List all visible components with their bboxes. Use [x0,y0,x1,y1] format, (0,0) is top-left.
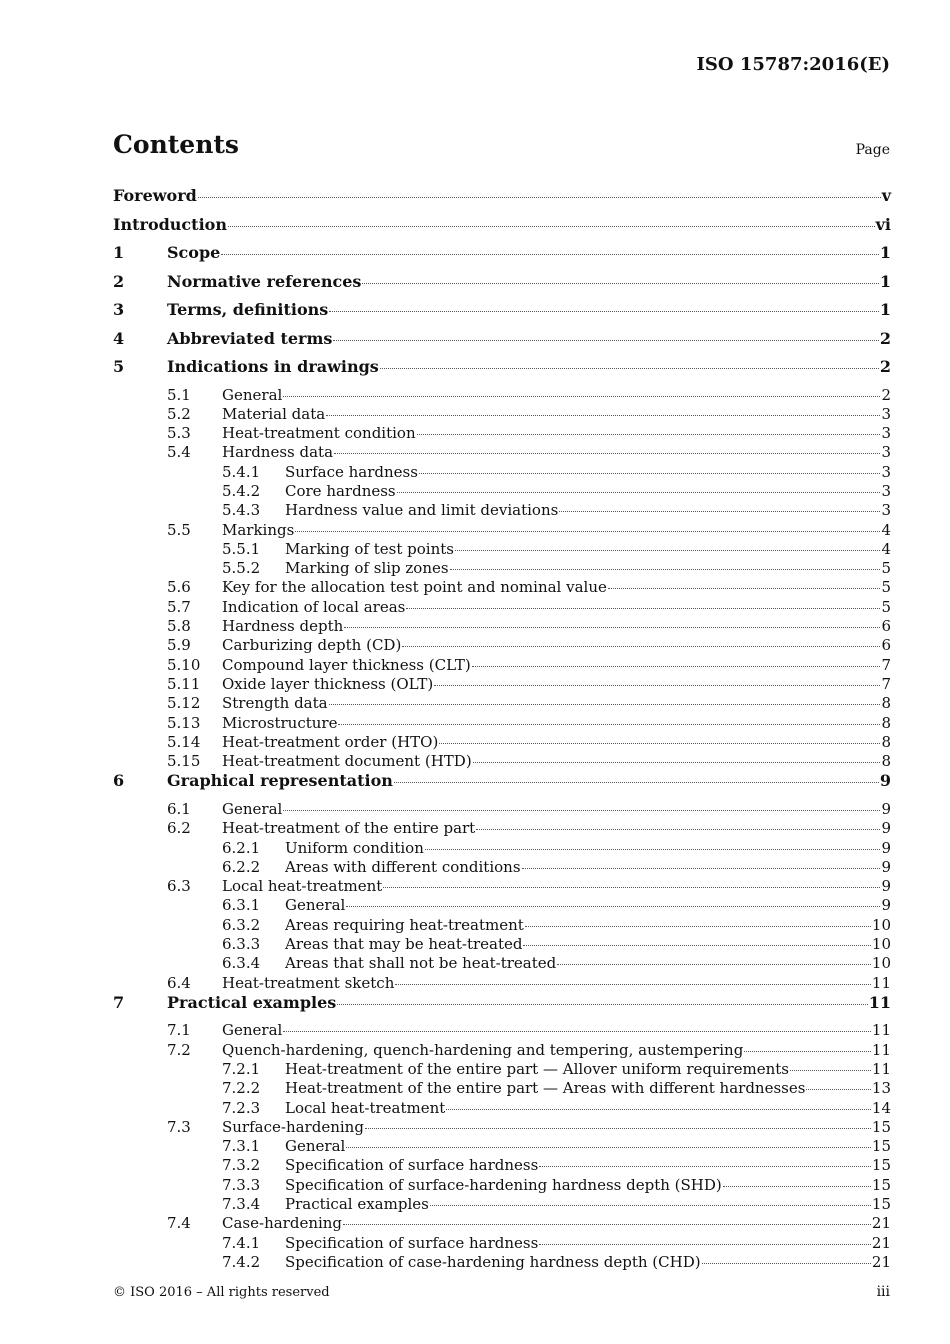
page-column-label: Page [855,142,890,158]
toc-entry-title: Heat-treatment sketch [222,973,395,992]
dot-leader [380,368,879,369]
toc-entry-page: 21 [871,1252,891,1271]
toc-entry-page: 3 [881,481,891,500]
toc-entry-title: Terms, definitions [167,300,329,319]
toc-entry-number: 6.2.2 [222,857,261,876]
toc-entry-number: 6.3 [167,877,191,896]
toc-entry[interactable] [113,656,891,675]
toc-entry-number: 7.4.2 [222,1252,261,1271]
toc-entry-title: Key for the allocation test point and nominal value [222,578,607,597]
toc-entry-page: 6 [881,617,891,636]
toc-entry[interactable] [113,819,891,838]
toc-entry[interactable] [113,1253,891,1272]
toc-entry-title: Areas that may be heat-treated [285,935,523,954]
toc-entry[interactable] [113,1118,891,1137]
toc-entry-page: 9 [881,896,891,915]
dot-leader [283,810,880,811]
dot-leader [539,1244,871,1245]
toc-entry-page: 5 [881,597,891,616]
toc-entry-title: Strength data [222,694,328,713]
dot-leader [346,1147,871,1148]
dot-leader [744,1051,871,1052]
toc-entry-number: 6.3.3 [222,935,261,954]
toc-entry[interactable] [113,733,891,752]
toc-entry-page: 14 [871,1098,891,1117]
toc-entry-number: 7.2 [167,1040,191,1059]
toc-entry-title: Hardness value and limit deviations [285,501,559,520]
toc-entry[interactable] [113,1137,891,1156]
toc-entry-page: 1 [879,243,891,262]
toc-entry-number: 5.7 [167,597,191,616]
toc-entry[interactable] [113,329,891,358]
toc-entry-number: 6.3.2 [222,915,261,934]
toc-entry[interactable] [113,858,891,877]
toc-entry[interactable] [113,300,891,329]
toc-entry-page: 2 [879,328,891,348]
toc-entry-number: 5.5.1 [222,539,261,558]
toc-entry-page: 15 [871,1156,891,1175]
toc-entry-page: 13 [871,1079,891,1098]
toc-entry-title: Local heat-treatment [285,1098,446,1117]
toc-entry[interactable] [113,800,891,819]
toc-entry-page: 15 [871,1117,891,1136]
toc-entry-page: 5 [881,559,891,578]
toc-entry-page: 21 [871,1214,891,1233]
dot-leader [430,1205,871,1206]
toc-entry-number: 7.2.3 [222,1098,261,1117]
dot-leader [329,311,879,312]
dot-leader [283,396,880,397]
toc-entry[interactable] [113,694,891,713]
toc-entry-title: Practical examples [285,1195,429,1214]
toc-entry[interactable] [113,1195,891,1214]
toc-entry[interactable] [113,771,891,800]
toc-entry-number: 5.11 [167,674,201,693]
toc-entry-page: 11 [871,1021,891,1040]
toc-entry[interactable] [113,1156,891,1175]
toc-entry-number: 5.4.2 [222,481,261,500]
toc-entry-number: 5.9 [167,636,191,655]
toc-entry-number: 7.3 [167,1117,191,1136]
toc-entry-title: Heat-treatment of the entire part [222,819,476,838]
toc-entry-title: Specification of case-hardening hardness depth (CHD) [285,1252,701,1271]
toc-entry-number: 7.3.4 [222,1195,261,1214]
dot-leader [473,762,881,763]
dot-leader [702,1263,871,1264]
dot-leader [395,984,871,985]
dot-leader [450,569,881,570]
toc-entry-page: 2 [879,357,891,376]
toc-entry-number: 6 [113,771,125,791]
toc-entry-number: 2 [113,271,125,291]
toc-entry[interactable] [113,974,891,993]
toc-entry-page: 10 [871,935,891,954]
toc-entry-page: 10 [871,954,891,973]
dot-leader [338,724,880,725]
toc-entry[interactable] [113,1214,891,1233]
toc-entry-title: Abbreviated terms [167,328,333,348]
dot-leader [425,849,881,850]
toc-entry-number: 6.3.1 [222,896,261,915]
dot-leader [295,531,880,532]
toc-entry-number: 5.10 [167,655,201,674]
footer-page-number: iii [876,1284,890,1300]
toc-entry[interactable] [113,405,891,424]
toc-entry-page: 9 [881,799,891,818]
toc-entry-page: 15 [871,1195,891,1214]
dot-leader [402,646,880,647]
toc-entry-title: Heat-treatment order (HTO) [222,732,439,751]
dot-leader [539,1166,871,1167]
toc-entry-title: Foreword [113,186,197,205]
toc-entry-page: 3 [881,404,891,423]
toc-entry-title: Material data [222,404,326,423]
toc-entry-title: Indication of local areas [222,597,406,616]
toc-entry-title: Marking of slip zones [285,559,449,578]
toc-entry-number: 1 [113,243,125,262]
toc-entry[interactable] [113,954,891,973]
toc-entry[interactable] [113,386,891,405]
toc-entry-number: 5.12 [167,694,201,713]
table-of-contents [113,186,891,1272]
toc-entry-page: 9 [881,877,891,896]
toc-entry[interactable] [113,559,891,578]
dot-leader [334,453,880,454]
toc-entry[interactable] [113,1234,891,1253]
dot-leader [283,1031,871,1032]
dot-leader [337,1004,867,1005]
toc-entry-title: Areas requiring heat-treatment [285,915,524,934]
toc-entry[interactable] [113,675,891,694]
toc-entry-title: Normative references [167,271,362,291]
toc-entry[interactable] [113,839,891,858]
toc-entry-title: Uniform condition [285,838,424,857]
toc-entry-title: Oxide layer thickness (OLT) [222,674,434,693]
toc-entry-page: 3 [881,501,891,520]
toc-entry-number: 7.3.1 [222,1137,261,1156]
dot-leader [525,926,871,927]
toc-entry-title: Areas with different conditions [285,857,521,876]
toc-entry-number: 7.1 [167,1021,191,1040]
toc-entry-page: 8 [881,713,891,732]
toc-entry-page: 4 [881,539,891,558]
toc-entry-page: v [881,186,891,205]
toc-entry-title: Quench-hardening, quench-hardening and tempering, austempering [222,1040,744,1059]
dot-leader [523,945,870,946]
dot-leader [383,887,880,888]
dot-leader [559,511,880,512]
toc-entry-number: 5.4.3 [222,501,261,520]
dot-leader [343,1224,871,1225]
toc-entry-page: 11 [871,1060,891,1078]
toc-entry-page: 2 [881,385,891,404]
toc-entry[interactable] [113,935,891,954]
toc-entry[interactable] [113,424,891,443]
toc-entry[interactable] [113,877,891,896]
toc-entry-title: Case-hardening [222,1214,343,1233]
toc-entry-title: Introduction [113,214,227,234]
toc-entry-title: General [222,1021,283,1040]
toc-entry-number: 5.1 [167,385,191,404]
toc-entry-number: 7.3.3 [222,1175,261,1194]
toc-entry-title: Markings [222,520,295,539]
toc-entry[interactable] [113,357,891,386]
dot-leader [346,906,880,907]
toc-entry[interactable] [113,636,891,655]
toc-entry-number: 5.8 [167,617,191,636]
toc-entry-title: Scope [167,243,221,262]
dot-leader [221,254,879,255]
dot-leader [417,434,881,435]
toc-entry-number: 7 [113,992,125,1012]
dot-leader [362,283,878,284]
toc-entry-number: 6.2 [167,819,191,838]
dot-leader [790,1070,871,1071]
toc-entry-page: 8 [881,694,891,713]
toc-entry-number: 5 [113,357,125,376]
toc-entry-page: 1 [879,300,891,319]
dot-leader [476,829,880,830]
toc-entry-title: Core hardness [285,481,396,500]
page-title: Contents [113,130,240,159]
toc-entry[interactable] [113,916,891,935]
document-id: ISO 15787:2016(E) [696,54,890,75]
dot-leader [344,627,880,628]
toc-entry-page: 4 [881,520,891,539]
toc-entry-number: 7.4.1 [222,1233,261,1252]
toc-entry-number: 6.1 [167,799,191,818]
toc-entry-title: Specification of surface-hardening hardness depth (SHD) [285,1175,722,1194]
toc-entry-page: 8 [881,732,891,751]
toc-entry[interactable] [113,598,891,617]
toc-entry-title: Specification of surface hardness [285,1156,539,1175]
toc-entry-number: 5.4 [167,443,191,462]
toc-entry-title: Specification of surface hardness [285,1233,539,1252]
toc-entry-title: Carburizing depth (CD) [222,636,402,655]
toc-entry-title: Heat-treatment document (HTD) [222,752,472,771]
dot-leader [397,492,881,493]
toc-entry-number: 7.2.1 [222,1060,261,1078]
toc-entry-page: 8 [881,752,891,771]
toc-entry-page: 3 [881,443,891,462]
dot-leader [608,588,881,589]
toc-entry-title: Surface-hardening [222,1117,364,1136]
toc-entry-page: 3 [881,462,891,481]
toc-entry[interactable] [113,1176,891,1195]
dot-leader [198,197,881,198]
toc-entry-page: 3 [881,424,891,443]
toc-entry-number: 5.13 [167,713,201,732]
toc-entry-title: Practical examples [167,992,337,1012]
toc-entry-number: 3 [113,300,125,319]
dot-leader [326,415,880,416]
toc-entry-page: 21 [871,1233,891,1252]
toc-entry-page: 15 [871,1175,891,1194]
dot-leader [228,226,875,227]
toc-entry-number: 6.4 [167,973,191,992]
toc-entry-number: 7.2.2 [222,1079,261,1098]
toc-entry-title: Surface hardness [285,462,418,481]
toc-entry-title: Indications in drawings [167,357,379,376]
toc-entry-number: 7.4 [167,1214,191,1233]
toc-entry-number: 5.5 [167,520,191,539]
toc-entry[interactable] [113,1099,891,1118]
toc-entry[interactable] [113,1041,891,1060]
toc-entry-page: vi [875,214,891,234]
toc-entry[interactable] [113,443,891,462]
toc-entry[interactable] [113,540,891,559]
toc-entry-number: 5.14 [167,732,201,751]
dot-leader [522,868,881,869]
dot-leader [406,608,880,609]
toc-entry-title: General [285,896,346,915]
toc-entry[interactable] [113,501,891,520]
toc-entry[interactable] [113,521,891,540]
toc-entry-title: Compound layer thickness (CLT) [222,655,471,674]
toc-entry-page: 5 [881,578,891,597]
toc-entry-title: Microstructure [222,713,338,732]
toc-entry-number: 5.5.2 [222,559,261,578]
toc-entry[interactable] [113,578,891,597]
toc-entry[interactable] [113,215,891,244]
toc-entry-title: Heat-treatment condition [222,424,416,443]
toc-entry-page: 9 [879,771,891,791]
toc-entry-page: 15 [871,1137,891,1156]
toc-entry-title: Areas that shall not be heat-treated [285,954,557,973]
toc-entry-page: 11 [871,1040,891,1059]
toc-entry-title: Heat-treatment of the entire part — Allover uniform requirements [285,1060,789,1078]
toc-entry[interactable] [113,896,891,915]
toc-entry-title: General [285,1137,346,1156]
toc-entry-number: 6.3.4 [222,954,261,973]
dot-leader [365,1128,871,1129]
toc-entry[interactable] [113,272,891,301]
dot-leader [329,704,881,705]
toc-entry-title: General [222,385,283,404]
footer-copyright: © ISO 2016 – All rights reserved [113,1285,330,1300]
dot-leader [557,964,871,965]
toc-entry-title: Heat-treatment of the entire part — Areas with different hardnesses [285,1079,806,1098]
toc-entry-number: 5.6 [167,578,191,597]
dot-leader [806,1089,870,1090]
toc-entry[interactable] [113,993,891,1022]
toc-entry-page: 10 [871,915,891,934]
toc-entry-number: 5.15 [167,752,201,771]
toc-entry-number: 5.4.1 [222,462,261,481]
toc-entry[interactable] [113,617,891,636]
toc-entry-page: 1 [879,271,891,291]
toc-entry-number: 6.2.1 [222,838,261,857]
toc-entry-number: 5.3 [167,424,191,443]
toc-entry[interactable] [113,1079,891,1098]
dot-leader [472,666,881,667]
toc-entry-number: 5.2 [167,404,191,423]
toc-entry-title: Marking of test points [285,539,454,558]
toc-entry[interactable] [113,752,891,771]
toc-entry-page: 9 [881,838,891,857]
toc-entry[interactable] [113,714,891,733]
toc-entry[interactable] [113,186,891,215]
dot-leader [455,550,880,551]
toc-entry-page: 11 [868,992,891,1012]
toc-entry[interactable] [113,1060,891,1079]
toc-entry-number: 4 [113,328,125,348]
toc-entry-page: 7 [881,655,891,674]
toc-entry-page: 11 [871,973,891,992]
dot-leader [333,340,878,341]
toc-entry[interactable] [113,1021,891,1040]
dot-leader [419,473,880,474]
dot-leader [723,1186,871,1187]
toc-entry-title: General [222,799,283,818]
dot-leader [446,1109,871,1110]
toc-entry-title: Hardness data [222,443,334,462]
toc-entry[interactable] [113,463,891,482]
dot-leader [439,743,880,744]
dot-leader [434,685,880,686]
toc-entry-title: Graphical representation [167,771,393,791]
toc-entry[interactable] [113,243,891,272]
toc-entry-title: Hardness depth [222,617,344,636]
toc-entry-page: 6 [881,636,891,655]
toc-entry-page: 9 [881,857,891,876]
dot-leader [394,782,879,783]
toc-entry-number: 7.3.2 [222,1156,261,1175]
toc-entry-page: 7 [881,674,891,693]
toc-entry[interactable] [113,482,891,501]
toc-entry-page: 9 [881,819,891,838]
toc-entry-title: Local heat-treatment [222,877,383,896]
